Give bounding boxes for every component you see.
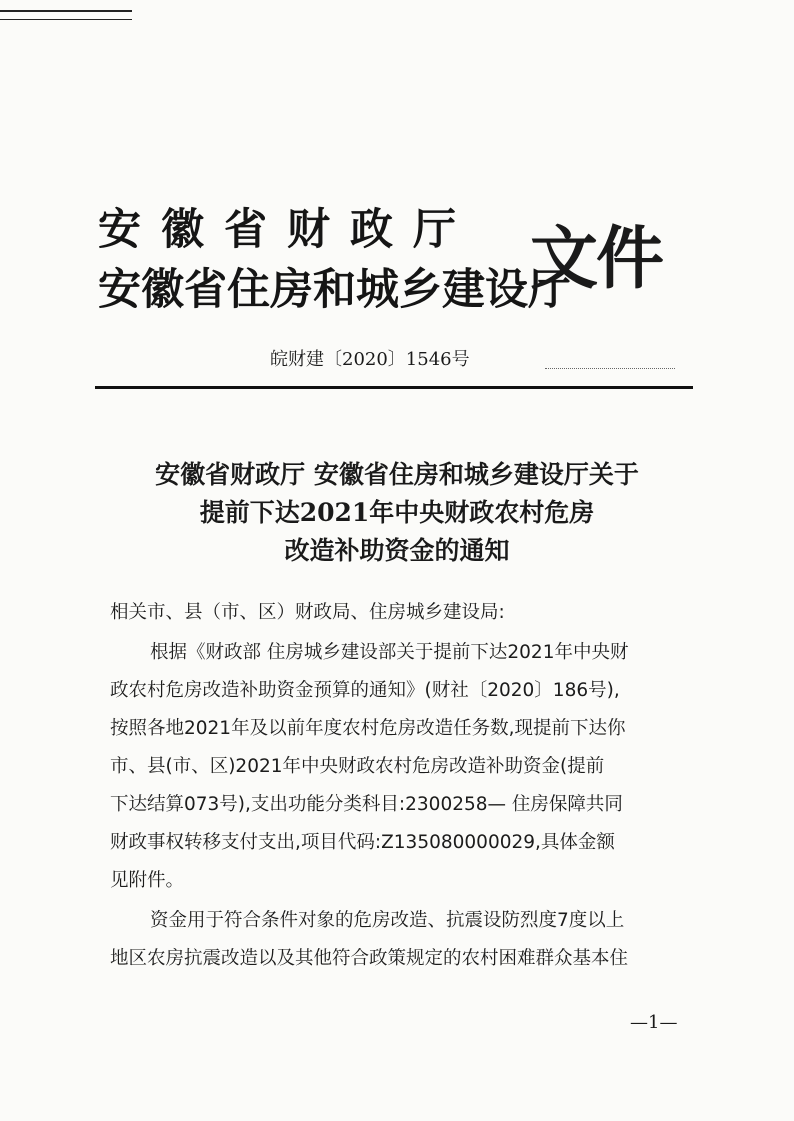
body-line: 下达结算073号),支出功能分类科目:2300258— 住房保障共同: [110, 794, 623, 815]
body-line: 市、县(市、区)2021年中央财政农村危房改造补助资金(提前: [110, 756, 605, 777]
body-line: 按照各地2021年及以前年度农村危房改造任务数,现提前下达你: [110, 718, 626, 739]
document-number: 皖财建〔2020〕1546号: [270, 349, 470, 370]
separator-rule: [95, 386, 693, 389]
body-line: 地区农房抗震改造以及其他符合政策规定的农村困难群众基本住: [110, 948, 629, 969]
issuing-org-housing: 安徽省住房和城乡建设厅: [98, 265, 571, 315]
addressee: 相关市、县（市、区）财政局、住房城乡建设局:: [110, 602, 505, 623]
body-line: 见附件。: [110, 870, 185, 891]
notice-title-line-2: 提前下达2021年中央财政农村危房: [199, 498, 595, 527]
top-rule-1: [0, 10, 132, 12]
body-line: 财政事权转移支付支出,项目代码:Z135080000029,具体金额: [110, 832, 615, 853]
notice-title-line-1: 安徽省财政厅 安徽省住房和城乡建设厅关于: [155, 460, 639, 489]
body-line: 资金用于符合条件对象的危房改造、抗震设防烈度7度以上: [150, 910, 625, 931]
document-label: 文件: [530, 219, 663, 299]
issuing-org-finance: 安徽省财政厅: [98, 205, 476, 255]
scan-artifact: [545, 368, 675, 375]
body-line: 政农村危房改造补助资金预算的通知》(财社〔2020〕186号),: [110, 680, 620, 701]
notice-title-line-3: 改造补助资金的通知: [284, 536, 510, 565]
page-number: —1—: [630, 1012, 678, 1033]
top-rule-2: [0, 19, 132, 20]
body-line: 根据《财政部 住房城乡建设部关于提前下达2021年中央财: [150, 642, 629, 663]
